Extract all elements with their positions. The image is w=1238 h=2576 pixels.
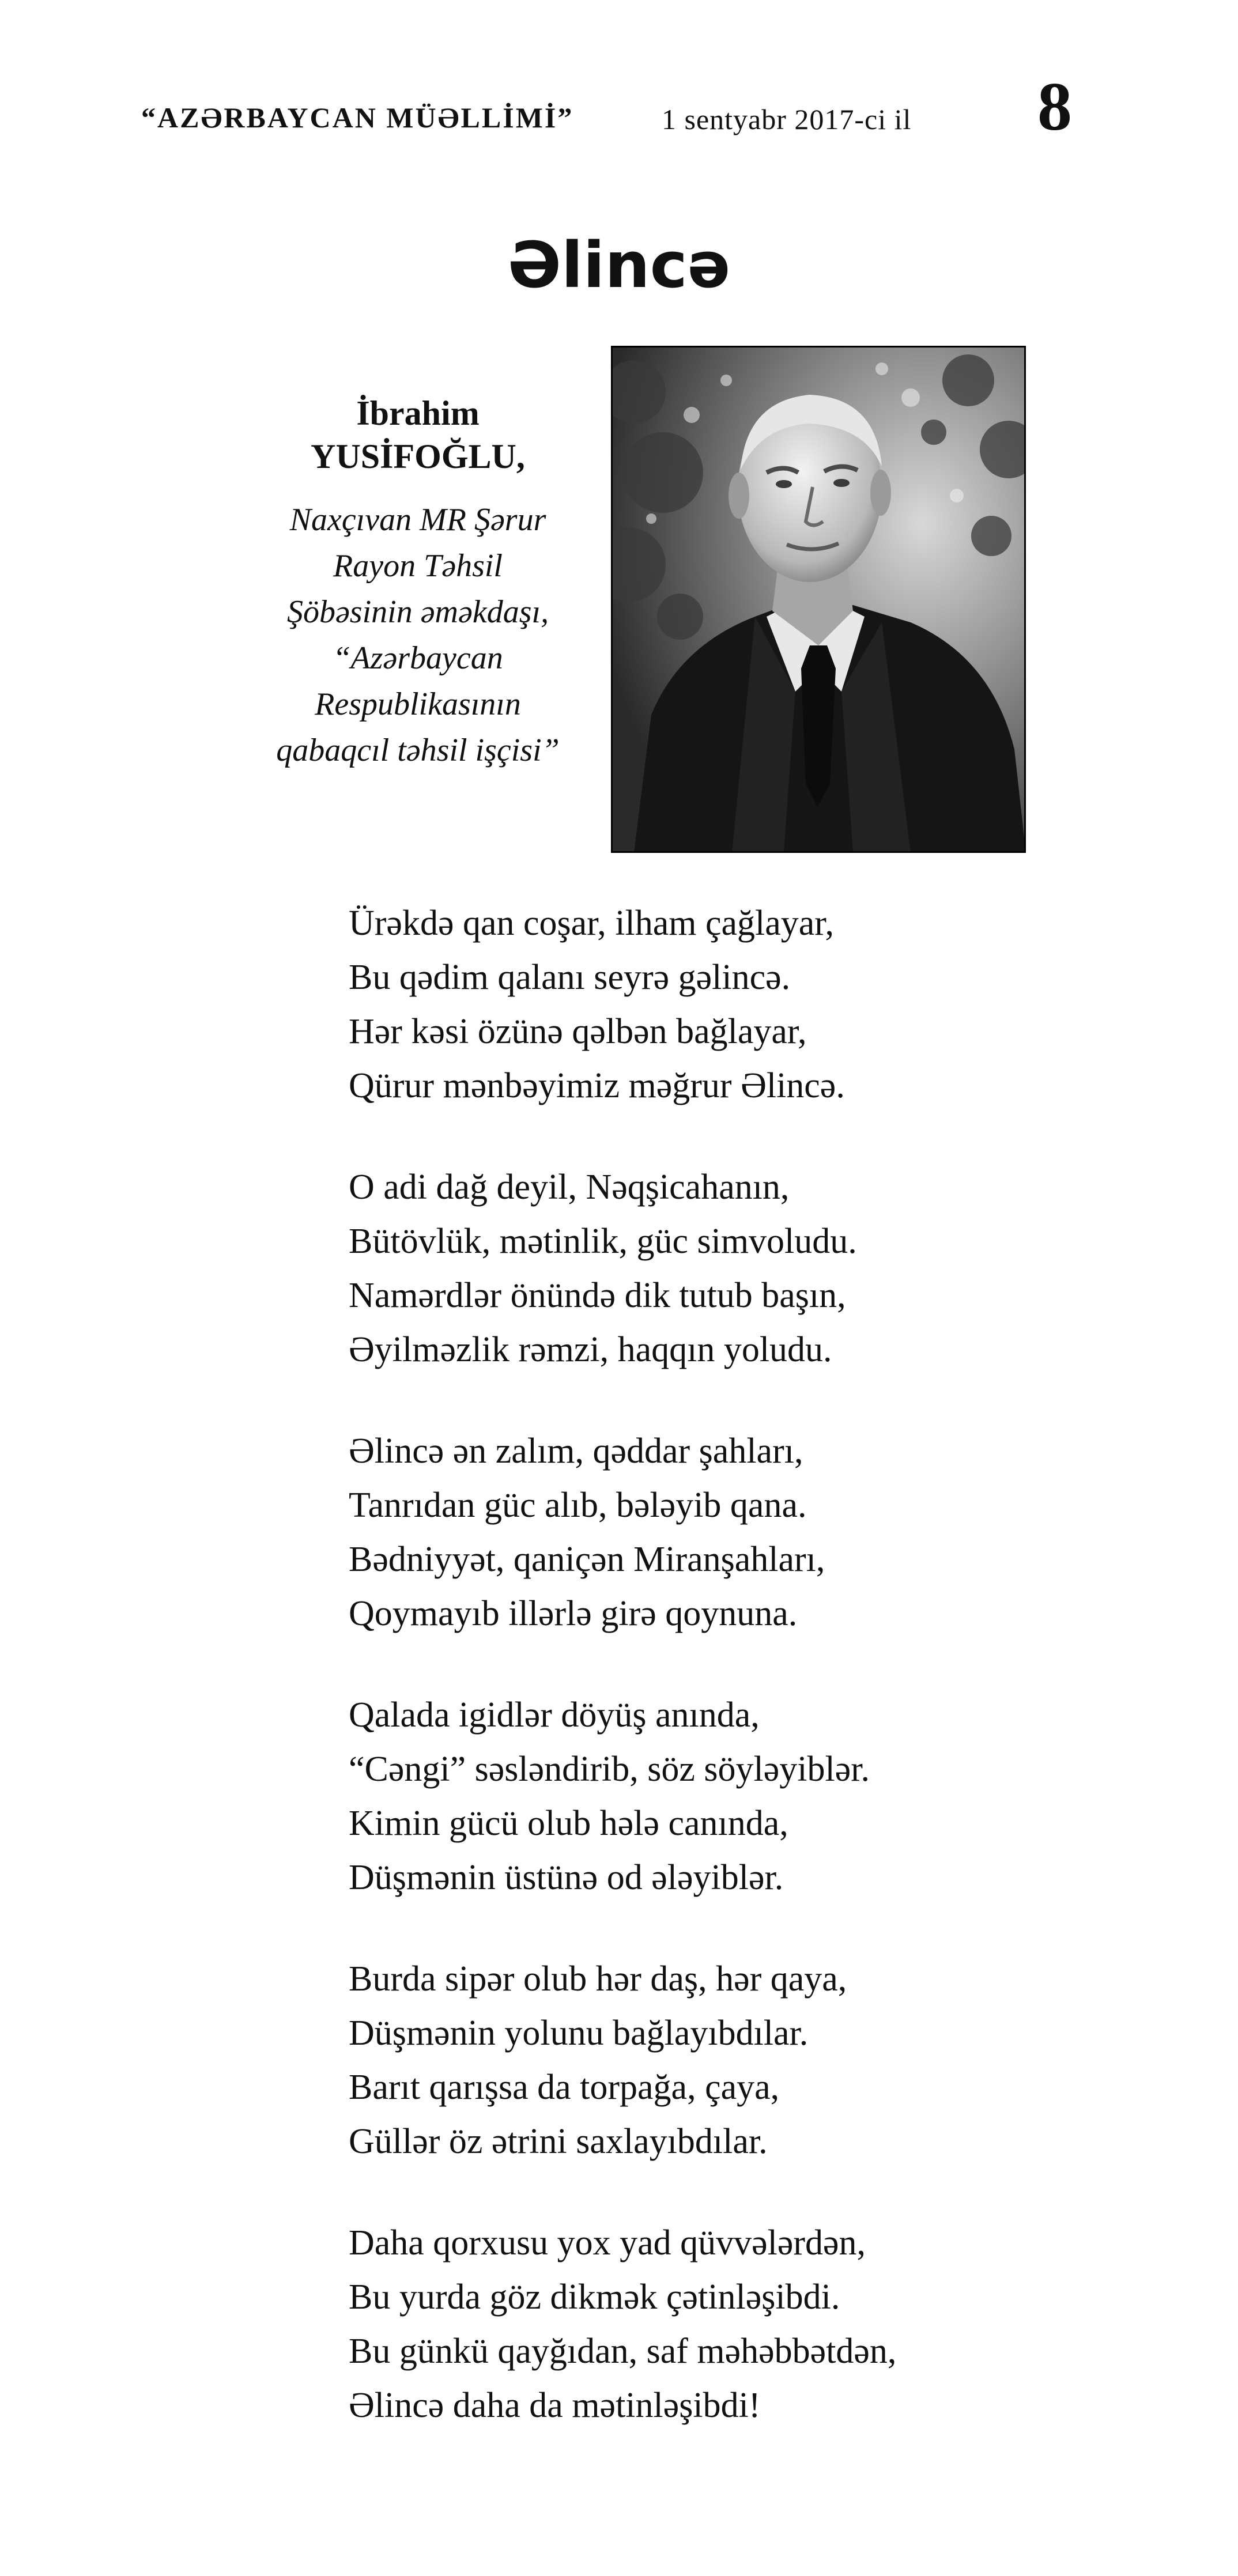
poem-line: Hər kəsi özünə qəlbən bağlayar, [349, 1012, 807, 1051]
poem-line: Güllər öz ətrini saxlayıbdılar. [349, 2122, 768, 2161]
poem-line: Əlincə daha da mətinləşibdi! [349, 2386, 761, 2425]
poem-line: Kimin gücü olub hələ canında, [349, 1804, 788, 1843]
page-number: 8 [1037, 68, 1072, 145]
poem-stanza [349, 1160, 1156, 1377]
affiliation-line: qabaqcıl təhsil işçisi” [276, 732, 560, 768]
affiliation-line: Respublikasının [315, 686, 521, 722]
author-portrait-image [611, 346, 1026, 853]
affiliation-line: “Azərbaycan [333, 640, 503, 676]
poem-line: Qalada igidlər döyüş anında, [349, 1695, 760, 1735]
article-title: Əlincə [507, 228, 731, 302]
issue-date: 1 sentyabr 2017-ci il [662, 103, 912, 135]
poem-line: Əyilməzlik rəmzi, haqqın yoludu. [349, 1330, 832, 1369]
poem-line: Düşmənin yolunu bağlayıbdılar. [349, 2014, 809, 2053]
poem-line: Əlincə ən zalım, qəddar şahları, [349, 1431, 803, 1471]
poem-line: Düşmənin üstünə od ələyiblər. [349, 1858, 784, 1897]
poem-line: “Cəngi” səsləndirib, söz söyləyiblər. [349, 1750, 870, 1789]
poem-line: Bu yurda göz dikmək çətinləşibdi. [349, 2277, 840, 2317]
poem [349, 896, 1156, 2480]
poem-line: Barıt qarışsa da torpağa, çaya, [349, 2068, 780, 2107]
affiliation-line: Şöbəsinin əməkdaşı, [286, 594, 549, 630]
poem-line: Bu günkü qayğıdan, saf məhəbbətdən, [349, 2332, 897, 2371]
poem-line: Daha qorxusu yox yad qüvvələrdən, [349, 2223, 866, 2263]
author-last-name: YUSİFOĞLU, [311, 437, 525, 475]
poem-line: Qoymayıb illərlə girə qoynuna. [349, 1594, 798, 1633]
poem-line: Tanrıdan güc alıb, bələyib qana. [349, 1486, 807, 1525]
author-photo [611, 346, 1026, 853]
author-first-name: İbrahim [356, 394, 480, 432]
affiliation-line: Rayon Təhsil [333, 548, 503, 584]
poem-line: Bədniyyət, qaniçən Miranşahları, [349, 1540, 825, 1579]
poem-stanza [349, 896, 1156, 1113]
poem-line: Ürəkdə qan coşar, ilham çağlayar, [349, 904, 834, 943]
poem-line: Bütövlük, mətinlik, güc simvoludu. [349, 1222, 857, 1261]
poem-line: Namərdlər önündə dik tutub başın, [349, 1276, 846, 1315]
poem-line: Qürur mənbəyimiz məğrur Əlincə. [349, 1066, 845, 1105]
poem-line: Burda sipər olub hər daş, hər qaya, [349, 1959, 847, 1999]
poem-stanza [349, 2216, 1156, 2433]
poem-stanza [349, 1952, 1156, 2169]
poem-stanza [349, 1424, 1156, 1641]
poem-line: Bu qədim qalanı seyrə gəlincə. [349, 958, 791, 997]
poem-line: O adi dağ deyil, Nəqşicahanın, [349, 1168, 790, 1207]
poem-stanza [349, 1688, 1156, 1905]
affiliation-line: Naxçıvan MR Şərur [289, 502, 546, 538]
author-block [254, 392, 582, 773]
newspaper-name: “AZƏRBAYCAN MÜƏLLİMİ” [141, 101, 574, 134]
